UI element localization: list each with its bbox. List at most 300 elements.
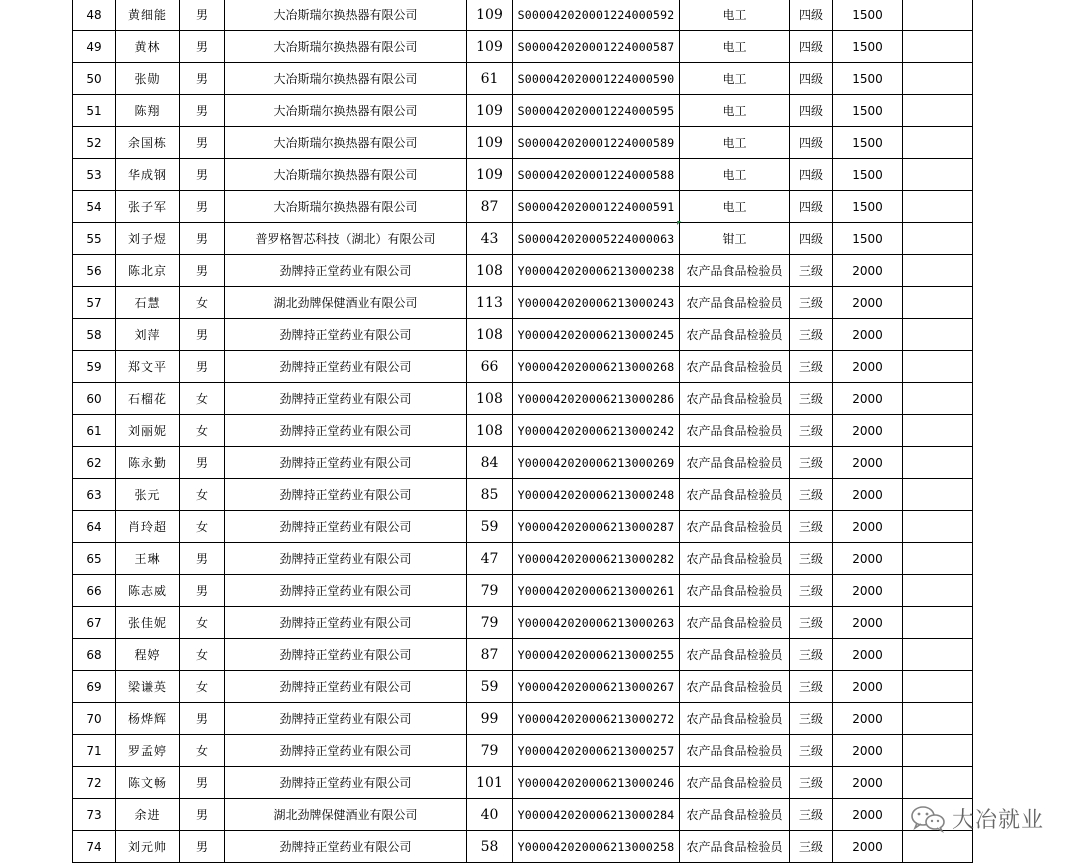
level-cell: 三级 xyxy=(790,255,833,287)
company-cell: 湖北劲牌保健酒业有限公司 xyxy=(225,799,467,831)
table-row xyxy=(73,0,973,31)
name-cell: 王琳 xyxy=(116,543,180,575)
name-cell: 程婷 xyxy=(116,639,180,671)
row-number-cell: 73 xyxy=(73,799,116,831)
subsidy-amount-cell: 2000 xyxy=(833,511,903,543)
occupation-cell: 农产品食品检验员 xyxy=(680,351,790,383)
level-cell: 三级 xyxy=(790,447,833,479)
table-row xyxy=(73,447,973,479)
score-cell: 79 xyxy=(467,575,513,607)
score-cell: 43 xyxy=(467,223,513,255)
certificate-number-cell: Y000042020006213000246 xyxy=(513,767,680,799)
score-cell: 58 xyxy=(467,831,513,863)
company-cell: 大冶斯瑞尔换热器有限公司 xyxy=(225,191,467,223)
subsidy-amount-cell: 2000 xyxy=(833,383,903,415)
certificate-number-cell: S000042020001224000595 xyxy=(513,95,680,127)
subsidy-amount-cell: 2000 xyxy=(833,415,903,447)
row-number-cell: 66 xyxy=(73,575,116,607)
score-cell: 109 xyxy=(467,31,513,63)
occupation-cell: 农产品食品检验员 xyxy=(680,479,790,511)
company-cell: 劲牌持正堂药业有限公司 xyxy=(225,671,467,703)
gender-cell: 女 xyxy=(180,511,225,543)
table-body xyxy=(73,0,973,863)
score-cell: 108 xyxy=(467,415,513,447)
remark-cell xyxy=(903,575,973,607)
wechat-icon xyxy=(910,805,946,833)
remark-cell xyxy=(903,31,973,63)
score-cell: 61 xyxy=(467,63,513,95)
company-cell: 劲牌持正堂药业有限公司 xyxy=(225,447,467,479)
certificate-number-cell: Y000042020006213000267 xyxy=(513,671,680,703)
subsidy-amount-cell: 2000 xyxy=(833,831,903,863)
certificate-number-cell: Y000042020006213000245 xyxy=(513,319,680,351)
level-cell: 四级 xyxy=(790,95,833,127)
score-cell: 109 xyxy=(467,127,513,159)
subsidy-amount-cell: 2000 xyxy=(833,703,903,735)
company-cell: 劲牌持正堂药业有限公司 xyxy=(225,319,467,351)
watermark-text: 大冶就业 xyxy=(951,808,1044,833)
score-cell: 79 xyxy=(467,735,513,767)
gender-cell: 男 xyxy=(180,223,225,255)
gender-cell: 男 xyxy=(180,447,225,479)
gender-cell: 女 xyxy=(180,479,225,511)
level-cell: 四级 xyxy=(790,127,833,159)
certificate-number-cell: S000042020001224000591 xyxy=(513,191,680,223)
certificate-number-cell: Y000042020006213000258 xyxy=(513,831,680,863)
remark-cell xyxy=(903,511,973,543)
certificate-number-cell: S000042020001224000589 xyxy=(513,127,680,159)
company-cell: 劲牌持正堂药业有限公司 xyxy=(225,831,467,863)
occupation-cell: 农产品食品检验员 xyxy=(680,607,790,639)
name-cell: 陈翔 xyxy=(116,95,180,127)
certificate-number-cell: Y000042020006213000263 xyxy=(513,607,680,639)
certificate-number-cell: S000042020001224000587 xyxy=(513,31,680,63)
remark-cell xyxy=(903,735,973,767)
level-cell: 三级 xyxy=(790,287,833,319)
level-cell: 三级 xyxy=(790,767,833,799)
certificate-number-cell: S000042020005224000063 xyxy=(513,223,680,255)
table-row xyxy=(73,191,973,223)
subsidy-amount-cell: 2000 xyxy=(833,351,903,383)
name-cell: 陈北京 xyxy=(116,255,180,287)
score-cell: 59 xyxy=(467,511,513,543)
occupation-cell: 农产品食品检验员 xyxy=(680,255,790,287)
name-cell: 刘丽妮 xyxy=(116,415,180,447)
remark-cell xyxy=(903,543,973,575)
company-cell: 大冶斯瑞尔换热器有限公司 xyxy=(225,0,467,31)
cell-comment-marker xyxy=(677,221,681,225)
remark-cell xyxy=(903,287,973,319)
gender-cell: 女 xyxy=(180,287,225,319)
level-cell: 三级 xyxy=(790,543,833,575)
gender-cell: 男 xyxy=(180,799,225,831)
name-cell: 刘元帅 xyxy=(116,831,180,863)
subsidy-amount-cell: 1500 xyxy=(833,63,903,95)
remark-cell xyxy=(903,63,973,95)
row-number-cell: 74 xyxy=(73,831,116,863)
gender-cell: 男 xyxy=(180,0,225,31)
certificate-number-cell: S000042020001224000588 xyxy=(513,159,680,191)
company-cell: 劲牌持正堂药业有限公司 xyxy=(225,511,467,543)
score-cell: 108 xyxy=(467,255,513,287)
row-number-cell: 68 xyxy=(73,639,116,671)
row-number-cell: 56 xyxy=(73,255,116,287)
level-cell: 三级 xyxy=(790,703,833,735)
table-row xyxy=(73,607,973,639)
gender-cell: 女 xyxy=(180,415,225,447)
name-cell: 梁谦英 xyxy=(116,671,180,703)
row-number-cell: 62 xyxy=(73,447,116,479)
occupation-cell: 钳工 xyxy=(680,223,790,255)
company-cell: 湖北劲牌保健酒业有限公司 xyxy=(225,287,467,319)
company-cell: 劲牌持正堂药业有限公司 xyxy=(225,607,467,639)
row-number-cell: 54 xyxy=(73,191,116,223)
gender-cell: 女 xyxy=(180,671,225,703)
subsidy-amount-cell: 2000 xyxy=(833,767,903,799)
watermark xyxy=(910,803,1044,834)
level-cell: 三级 xyxy=(790,671,833,703)
remark-cell xyxy=(903,671,973,703)
table-row xyxy=(73,575,973,607)
occupation-cell: 农产品食品检验员 xyxy=(680,383,790,415)
row-number-cell: 72 xyxy=(73,767,116,799)
subsidy-amount-cell: 2000 xyxy=(833,447,903,479)
row-number-cell: 51 xyxy=(73,95,116,127)
occupation-cell: 农产品食品检验员 xyxy=(680,511,790,543)
company-cell: 劲牌持正堂药业有限公司 xyxy=(225,575,467,607)
subsidy-amount-cell: 2000 xyxy=(833,735,903,767)
table-row xyxy=(73,735,973,767)
level-cell: 四级 xyxy=(790,31,833,63)
company-cell: 劲牌持正堂药业有限公司 xyxy=(225,543,467,575)
table-row xyxy=(73,767,973,799)
row-number-cell: 67 xyxy=(73,607,116,639)
row-number-cell: 49 xyxy=(73,31,116,63)
score-cell: 101 xyxy=(467,767,513,799)
remark-cell xyxy=(903,831,973,863)
level-cell: 三级 xyxy=(790,735,833,767)
subsidy-roster-table xyxy=(72,0,973,863)
score-cell: 99 xyxy=(467,703,513,735)
occupation-cell: 农产品食品检验员 xyxy=(680,319,790,351)
remark-cell xyxy=(903,159,973,191)
score-cell: 59 xyxy=(467,671,513,703)
remark-cell xyxy=(903,767,973,799)
certificate-number-cell: Y000042020006213000261 xyxy=(513,575,680,607)
row-number-cell: 58 xyxy=(73,319,116,351)
occupation-cell: 农产品食品检验员 xyxy=(680,543,790,575)
score-cell: 113 xyxy=(467,287,513,319)
certificate-number-cell: Y000042020006213000238 xyxy=(513,255,680,287)
name-cell: 黄林 xyxy=(116,31,180,63)
occupation-cell: 电工 xyxy=(680,127,790,159)
certificate-number-cell: Y000042020006213000255 xyxy=(513,639,680,671)
company-cell: 大冶斯瑞尔换热器有限公司 xyxy=(225,31,467,63)
remark-cell xyxy=(903,191,973,223)
row-number-cell: 55 xyxy=(73,223,116,255)
company-cell: 劲牌持正堂药业有限公司 xyxy=(225,383,467,415)
score-cell: 47 xyxy=(467,543,513,575)
table-row xyxy=(73,95,973,127)
company-cell: 大冶斯瑞尔换热器有限公司 xyxy=(225,127,467,159)
remark-cell xyxy=(903,223,973,255)
row-number-cell: 61 xyxy=(73,415,116,447)
table-row xyxy=(73,223,973,255)
company-cell: 大冶斯瑞尔换热器有限公司 xyxy=(225,159,467,191)
level-cell: 四级 xyxy=(790,223,833,255)
occupation-cell: 农产品食品检验员 xyxy=(680,735,790,767)
gender-cell: 女 xyxy=(180,607,225,639)
certificate-number-cell: S000042020001224000590 xyxy=(513,63,680,95)
remark-cell xyxy=(903,383,973,415)
table-row xyxy=(73,703,973,735)
occupation-cell: 农产品食品检验员 xyxy=(680,415,790,447)
score-cell: 87 xyxy=(467,191,513,223)
company-cell: 大冶斯瑞尔换热器有限公司 xyxy=(225,63,467,95)
name-cell: 刘萍 xyxy=(116,319,180,351)
gender-cell: 男 xyxy=(180,831,225,863)
score-cell: 109 xyxy=(467,0,513,31)
subsidy-amount-cell: 1500 xyxy=(833,223,903,255)
table-row xyxy=(73,639,973,671)
row-number-cell: 48 xyxy=(73,0,116,31)
name-cell: 陈文畅 xyxy=(116,767,180,799)
subsidy-amount-cell: 2000 xyxy=(833,479,903,511)
name-cell: 石榴花 xyxy=(116,383,180,415)
gender-cell: 男 xyxy=(180,767,225,799)
table-row xyxy=(73,351,973,383)
level-cell: 四级 xyxy=(790,0,833,31)
occupation-cell: 农产品食品检验员 xyxy=(680,799,790,831)
gender-cell: 女 xyxy=(180,383,225,415)
subsidy-amount-cell: 2000 xyxy=(833,799,903,831)
subsidy-amount-cell: 1500 xyxy=(833,191,903,223)
occupation-cell: 农产品食品检验员 xyxy=(680,703,790,735)
table-row xyxy=(73,543,973,575)
level-cell: 三级 xyxy=(790,415,833,447)
name-cell: 杨烨辉 xyxy=(116,703,180,735)
row-number-cell: 64 xyxy=(73,511,116,543)
name-cell: 张子军 xyxy=(116,191,180,223)
row-number-cell: 65 xyxy=(73,543,116,575)
gender-cell: 男 xyxy=(180,95,225,127)
certificate-number-cell: Y000042020006213000269 xyxy=(513,447,680,479)
score-cell: 84 xyxy=(467,447,513,479)
gender-cell: 男 xyxy=(180,575,225,607)
row-number-cell: 59 xyxy=(73,351,116,383)
company-cell: 劲牌持正堂药业有限公司 xyxy=(225,767,467,799)
gender-cell: 男 xyxy=(180,703,225,735)
row-number-cell: 71 xyxy=(73,735,116,767)
remark-cell xyxy=(903,255,973,287)
table-row xyxy=(73,479,973,511)
row-number-cell: 60 xyxy=(73,383,116,415)
occupation-cell: 农产品食品检验员 xyxy=(680,639,790,671)
remark-cell xyxy=(903,127,973,159)
company-cell: 劲牌持正堂药业有限公司 xyxy=(225,415,467,447)
row-number-cell: 57 xyxy=(73,287,116,319)
name-cell: 余国栋 xyxy=(116,127,180,159)
score-cell: 66 xyxy=(467,351,513,383)
level-cell: 三级 xyxy=(790,639,833,671)
subsidy-amount-cell: 2000 xyxy=(833,639,903,671)
gender-cell: 男 xyxy=(180,159,225,191)
subsidy-amount-cell: 2000 xyxy=(833,575,903,607)
gender-cell: 男 xyxy=(180,255,225,287)
row-number-cell: 52 xyxy=(73,127,116,159)
occupation-cell: 电工 xyxy=(680,95,790,127)
remark-cell xyxy=(903,351,973,383)
row-number-cell: 50 xyxy=(73,63,116,95)
certificate-number-cell: Y000042020006213000268 xyxy=(513,351,680,383)
level-cell: 四级 xyxy=(790,159,833,191)
subsidy-amount-cell: 2000 xyxy=(833,543,903,575)
score-cell: 87 xyxy=(467,639,513,671)
name-cell: 张勋 xyxy=(116,63,180,95)
score-cell: 85 xyxy=(467,479,513,511)
table-row xyxy=(73,127,973,159)
subsidy-amount-cell: 2000 xyxy=(833,607,903,639)
level-cell: 四级 xyxy=(790,63,833,95)
subsidy-amount-cell: 1500 xyxy=(833,95,903,127)
level-cell: 三级 xyxy=(790,351,833,383)
certificate-number-cell: Y000042020006213000243 xyxy=(513,287,680,319)
certificate-number-cell: Y000042020006213000287 xyxy=(513,511,680,543)
name-cell: 余进 xyxy=(116,799,180,831)
certificate-number-cell: Y000042020006213000272 xyxy=(513,703,680,735)
name-cell: 张佳妮 xyxy=(116,607,180,639)
subsidy-amount-cell: 2000 xyxy=(833,255,903,287)
company-cell: 劲牌持正堂药业有限公司 xyxy=(225,735,467,767)
company-cell: 普罗格智芯科技（湖北）有限公司 xyxy=(225,223,467,255)
occupation-cell: 电工 xyxy=(680,191,790,223)
remark-cell xyxy=(903,319,973,351)
occupation-cell: 农产品食品检验员 xyxy=(680,575,790,607)
level-cell: 三级 xyxy=(790,383,833,415)
occupation-cell: 农产品食品检验员 xyxy=(680,671,790,703)
occupation-cell: 电工 xyxy=(680,63,790,95)
level-cell: 三级 xyxy=(790,319,833,351)
table-row xyxy=(73,799,973,831)
row-number-cell: 53 xyxy=(73,159,116,191)
gender-cell: 男 xyxy=(180,543,225,575)
score-cell: 109 xyxy=(467,159,513,191)
table-row xyxy=(73,255,973,287)
company-cell: 劲牌持正堂药业有限公司 xyxy=(225,479,467,511)
certificate-number-cell: S000042020001224000592 xyxy=(513,0,680,31)
table-row xyxy=(73,319,973,351)
name-cell: 黄细能 xyxy=(116,0,180,31)
occupation-cell: 农产品食品检验员 xyxy=(680,447,790,479)
occupation-cell: 农产品食品检验员 xyxy=(680,287,790,319)
gender-cell: 女 xyxy=(180,639,225,671)
company-cell: 劲牌持正堂药业有限公司 xyxy=(225,639,467,671)
company-cell: 劲牌持正堂药业有限公司 xyxy=(225,255,467,287)
level-cell: 三级 xyxy=(790,511,833,543)
table-row xyxy=(73,287,973,319)
name-cell: 华成钢 xyxy=(116,159,180,191)
company-cell: 大冶斯瑞尔换热器有限公司 xyxy=(225,95,467,127)
subsidy-amount-cell: 1500 xyxy=(833,0,903,31)
subsidy-amount-cell: 1500 xyxy=(833,159,903,191)
name-cell: 肖玲超 xyxy=(116,511,180,543)
name-cell: 罗孟婷 xyxy=(116,735,180,767)
gender-cell: 男 xyxy=(180,351,225,383)
name-cell: 陈志威 xyxy=(116,575,180,607)
row-number-cell: 63 xyxy=(73,479,116,511)
gender-cell: 男 xyxy=(180,319,225,351)
subsidy-amount-cell: 2000 xyxy=(833,287,903,319)
table-row xyxy=(73,31,973,63)
remark-cell xyxy=(903,479,973,511)
table-row xyxy=(73,159,973,191)
level-cell: 四级 xyxy=(790,191,833,223)
level-cell: 三级 xyxy=(790,607,833,639)
gender-cell: 男 xyxy=(180,127,225,159)
subsidy-amount-cell: 2000 xyxy=(833,319,903,351)
table-row xyxy=(73,415,973,447)
company-cell: 劲牌持正堂药业有限公司 xyxy=(225,351,467,383)
subsidy-amount-cell: 1500 xyxy=(833,31,903,63)
score-cell: 40 xyxy=(467,799,513,831)
certificate-number-cell: Y000042020006213000242 xyxy=(513,415,680,447)
subsidy-amount-cell: 2000 xyxy=(833,671,903,703)
score-cell: 79 xyxy=(467,607,513,639)
remark-cell xyxy=(903,703,973,735)
name-cell: 张元 xyxy=(116,479,180,511)
certificate-number-cell: Y000042020006213000286 xyxy=(513,383,680,415)
level-cell: 三级 xyxy=(790,575,833,607)
gender-cell: 男 xyxy=(180,63,225,95)
name-cell: 石慧 xyxy=(116,287,180,319)
remark-cell xyxy=(903,415,973,447)
occupation-cell: 电工 xyxy=(680,0,790,31)
gender-cell: 男 xyxy=(180,31,225,63)
remark-cell xyxy=(903,447,973,479)
remark-cell xyxy=(903,639,973,671)
score-cell: 108 xyxy=(467,383,513,415)
row-number-cell: 69 xyxy=(73,671,116,703)
name-cell: 郑文平 xyxy=(116,351,180,383)
table-row xyxy=(73,831,973,863)
level-cell: 三级 xyxy=(790,479,833,511)
certificate-number-cell: Y000042020006213000282 xyxy=(513,543,680,575)
gender-cell: 男 xyxy=(180,191,225,223)
table-row xyxy=(73,383,973,415)
certificate-number-cell: Y000042020006213000284 xyxy=(513,799,680,831)
name-cell: 刘子煜 xyxy=(116,223,180,255)
table-row xyxy=(73,671,973,703)
table-row xyxy=(73,63,973,95)
company-cell: 劲牌持正堂药业有限公司 xyxy=(225,703,467,735)
occupation-cell: 电工 xyxy=(680,159,790,191)
score-cell: 109 xyxy=(467,95,513,127)
table-row xyxy=(73,511,973,543)
gender-cell: 女 xyxy=(180,735,225,767)
subsidy-amount-cell: 1500 xyxy=(833,127,903,159)
remark-cell xyxy=(903,95,973,127)
occupation-cell: 农产品食品检验员 xyxy=(680,767,790,799)
remark-cell xyxy=(903,607,973,639)
name-cell: 陈永勤 xyxy=(116,447,180,479)
level-cell: 三级 xyxy=(790,799,833,831)
row-number-cell: 70 xyxy=(73,703,116,735)
remark-cell xyxy=(903,0,973,31)
occupation-cell: 农产品食品检验员 xyxy=(680,831,790,863)
occupation-cell: 电工 xyxy=(680,31,790,63)
certificate-number-cell: Y000042020006213000248 xyxy=(513,479,680,511)
certificate-number-cell: Y000042020006213000257 xyxy=(513,735,680,767)
